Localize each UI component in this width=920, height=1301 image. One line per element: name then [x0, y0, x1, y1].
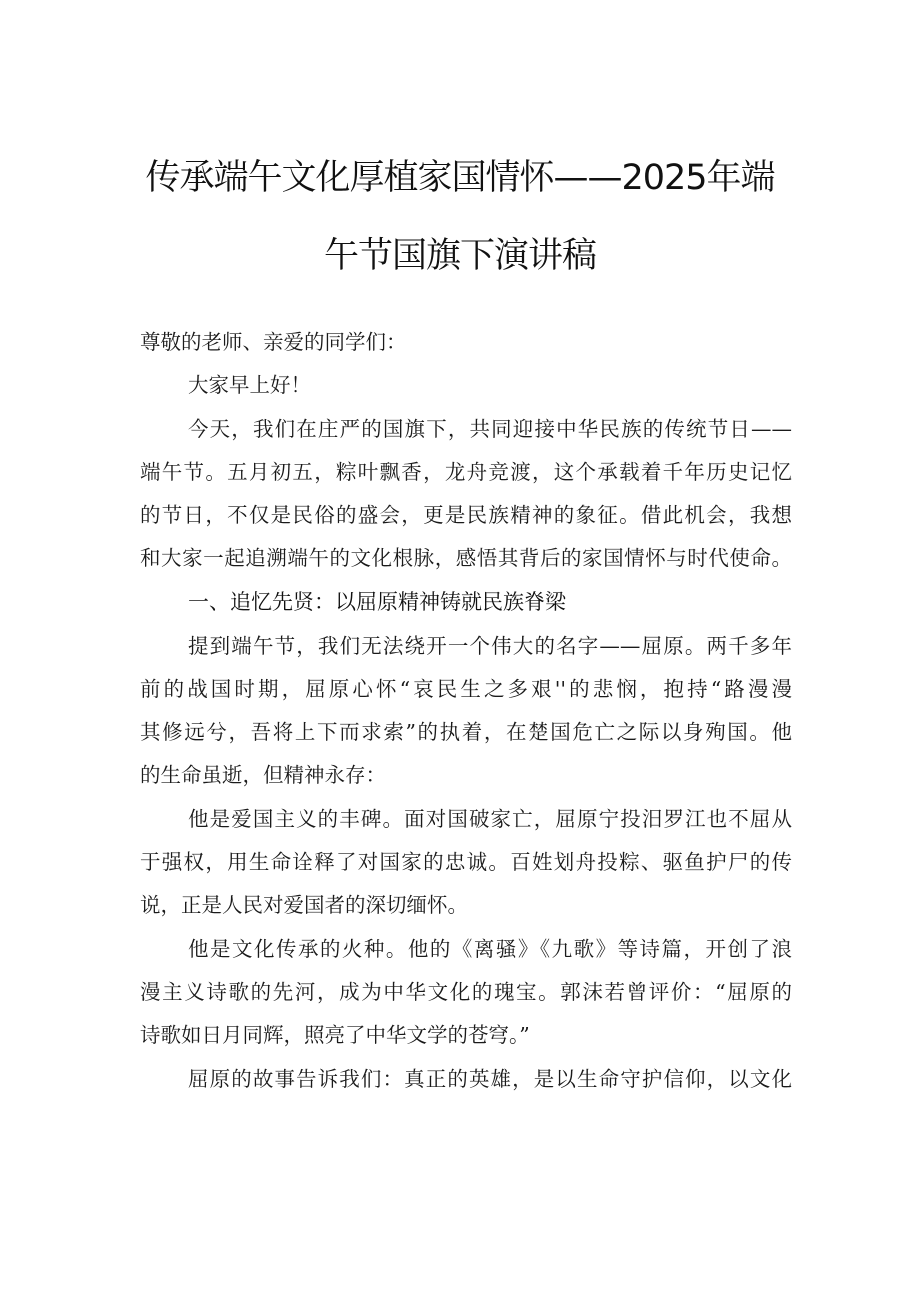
paragraph-3-line-3: 说，正是人民对爱国者的深切缅怀。	[140, 893, 468, 917]
paragraph-2-line-2: 前的战国时期，屈原心怀“哀民生之多艰''的悲悯，抱持“路漫漫	[140, 677, 792, 701]
paragraph-4-line-1: 他是文化传承的火种。他的《离骚》《九歌》等诗篇，开创了浪	[188, 937, 792, 961]
greeting: 大家早上好！	[188, 373, 311, 397]
paragraph-1-line-1: 今天，我们在庄严的国旗下，共同迎接中华民族的传统节日——	[188, 417, 792, 441]
document-title-line-2: 午节国旗下演讲稿	[323, 236, 596, 276]
paragraph-1-line-3: 的节日，不仅是民俗的盛会，更是民族精神的象征。借此机会，我想	[140, 503, 792, 527]
paragraph-4-line-3: 诗歌如日月同辉，照亮了中华文学的苍穹。”	[140, 1023, 530, 1047]
paragraph-1-line-4: 和大家一起追溯端午的文化根脉，感悟其背后的家国情怀与时代使命。	[140, 546, 792, 570]
salutation: 尊敬的老师、亲爱的同学们：	[140, 330, 407, 354]
paragraph-1-line-2: 端午节。五月初五，粽叶飘香，龙舟竞渡，这个承载着千年历史记忆	[140, 460, 792, 484]
paragraph-3-line-1: 他是爱国主义的丰碑。面对国破家亡，屈原宁投汨罗江也不屈从	[188, 807, 792, 831]
paragraph-4-line-2: 漫主义诗歌的先河，成为中华文化的瑰宝。郭沫若曾评价：“屈原的	[140, 980, 792, 1004]
section-1-heading: 一、追忆先贤：以屈原精神铸就民族脊梁	[188, 590, 566, 614]
paragraph-2-line-4: 的生命虽逝，但精神永存：	[140, 763, 386, 787]
document-title-line-1: 传承端午文化厚植家国情怀——2025年端	[145, 158, 775, 198]
paragraph-2-line-1: 提到端午节，我们无法绕开一个伟大的名字——屈原。两千多年	[188, 634, 792, 658]
paragraph-3-line-2: 于强权，用生命诠释了对国家的忠诚。百姓划舟投粽、驱鱼护尸的传	[140, 850, 792, 874]
paragraph-2-line-3: 其修远兮，吾将上下而求索”的执着，在楚国危亡之际以身殉国。他	[140, 720, 792, 744]
paragraph-5-line-1: 屈原的故事告诉我们：真正的英雄，是以生命守护信仰，以文化	[188, 1067, 792, 1091]
